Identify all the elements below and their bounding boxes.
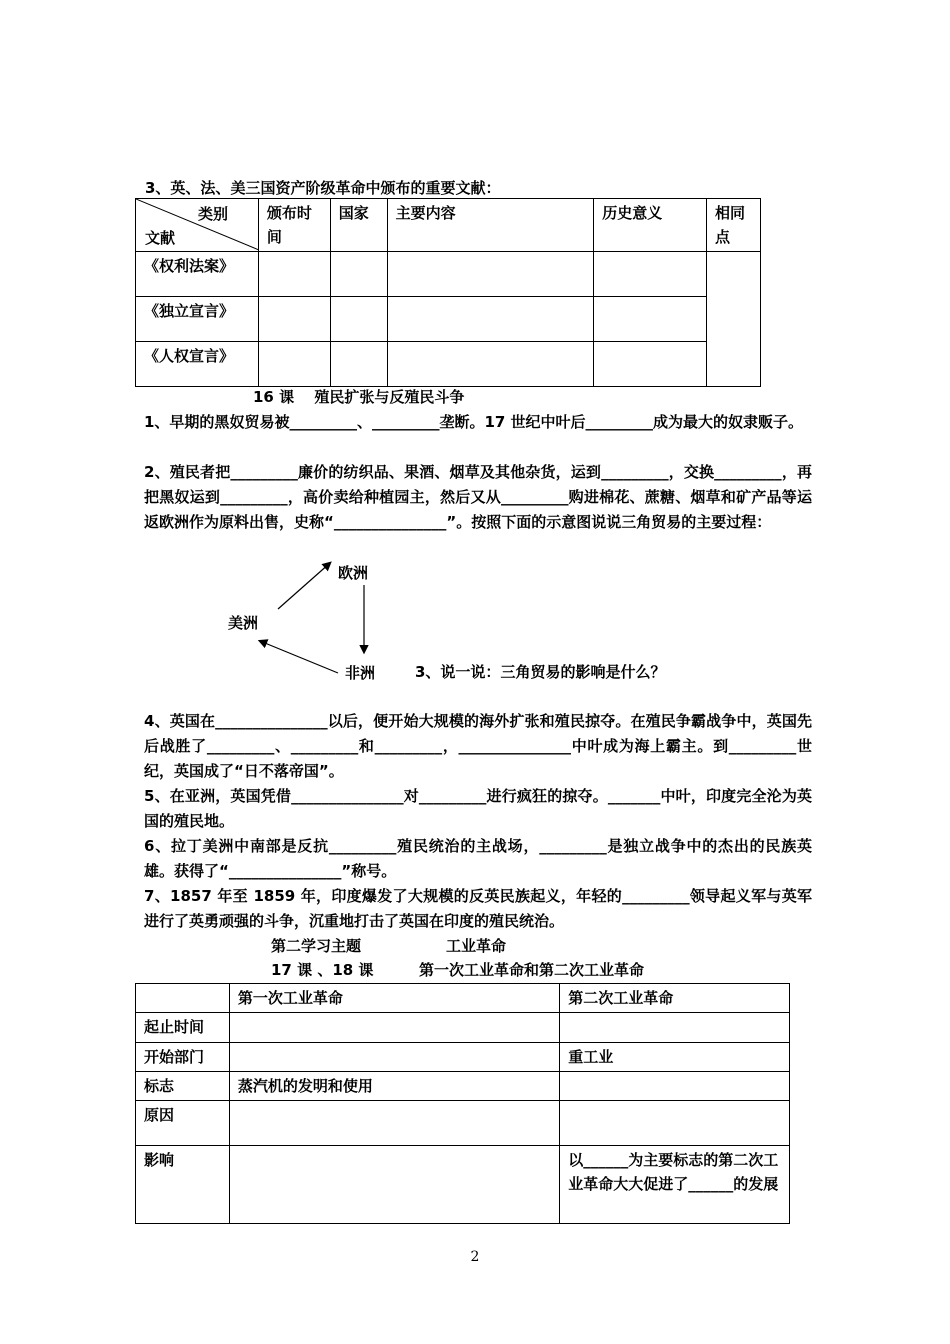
answer-cell[interactable]	[330, 252, 387, 297]
header-first-revolution: 第一次工业革命	[229, 984, 559, 1013]
lesson17-subtitle: 第一次工业革命和第二次工业革命	[419, 961, 645, 979]
documents-table	[135, 198, 761, 387]
header-content: 主要内容	[387, 199, 594, 252]
answer-cell: 以______为主要标志的第二次工业革命大大促进了______的发展	[560, 1146, 790, 1224]
section3-heading: 3、英、法、美三国资产阶级革命中颁布的重要文献：	[145, 179, 501, 197]
node-africa: 非洲	[345, 664, 376, 682]
question-6: 6、拉丁美洲中南部是反抗_________殖民统治的主战场，_________是独立战争中的杰出的民族英雄。获得了“_______________”称号。	[144, 837, 812, 880]
diagonal-header-cell	[136, 199, 259, 252]
arrow-america-to-europe	[278, 563, 330, 609]
header-meaning: 历史意义	[594, 199, 707, 252]
answer-cell: 重工业	[560, 1043, 790, 1072]
row-label: 《独立宣言》	[136, 297, 259, 342]
answer-cell[interactable]	[330, 297, 387, 342]
arrow-africa-to-america	[260, 641, 338, 673]
header-time: 颁布时间	[258, 199, 330, 252]
answer-cell[interactable]	[229, 1146, 559, 1224]
answer-cell[interactable]	[594, 342, 707, 387]
answer-cell[interactable]	[229, 1013, 559, 1043]
answer-cell[interactable]	[258, 252, 330, 297]
question-2: 2、殖民者把_________廉价的纺织品、果酒、烟草及其他杂货，运到_________，交换_________，再把黑奴运到_________，高价卖给种植园主，然后又从_________购进棉花、蔗糖、烟草和矿产品等运返欧洲作为原料出售，史称“_______________”。按照下面的示意图说说三角贸易的主要过程：	[144, 463, 812, 531]
node-europe: 欧洲	[338, 564, 369, 582]
answer-cell[interactable]	[387, 297, 594, 342]
row-label: 开始部门	[136, 1043, 230, 1072]
answer-cell: 蒸汽机的发明和使用	[229, 1072, 559, 1101]
page-number: 2	[470, 1249, 480, 1265]
question-1: 1、早期的黑奴贸易被_________、_________垄断。17 世纪中叶后_________成为最大的奴隶贩子。	[144, 413, 804, 431]
answer-cell[interactable]	[330, 342, 387, 387]
question-4: 4、英国在_______________以后，便开始大规模的海外扩张和殖民掠夺。在殖民争霸战争中，英国先后战胜了_________、_________和_________，_______________中叶成为海上霸主。到_________世纪，英国成了“日不落帝国”。	[144, 712, 812, 780]
row-label: 《人权宣言》	[136, 342, 259, 387]
row-label: 起止时间	[136, 1013, 230, 1043]
question-3: 3、说一说：三角贸易的影响是什么？	[415, 663, 666, 681]
header-second-revolution: 第二次工业革命	[560, 984, 790, 1013]
row-label: 原因	[136, 1101, 230, 1146]
lesson17-title: 17 课 、18 课	[271, 961, 374, 979]
header-common: 相同点	[707, 199, 761, 252]
theme2-title: 第二学习主题	[271, 937, 362, 955]
answer-cell[interactable]	[229, 1101, 559, 1146]
row-label: 《权利法案》	[136, 252, 259, 297]
answer-cell[interactable]	[560, 1101, 790, 1146]
node-america: 美洲	[228, 614, 259, 632]
empty-corner	[136, 984, 230, 1013]
answer-cell[interactable]	[594, 252, 707, 297]
row-label: 标志	[136, 1072, 230, 1101]
answer-cell[interactable]	[594, 297, 707, 342]
answer-cell[interactable]	[560, 1072, 790, 1101]
question-7: 7、1857 年至 1859 年，印度爆发了大规模的反英民族起义，年轻的_________领导起义军与英军进行了英勇顽强的斗争，沉重地打击了英国在印度的殖民统治。	[144, 887, 812, 930]
header-country: 国家	[330, 199, 387, 252]
theme2-subtitle: 工业革命	[446, 937, 507, 955]
header-category: 类别	[198, 205, 229, 223]
answer-cell[interactable]	[258, 342, 330, 387]
lesson16-title: 16 课 殖民扩张与反殖民斗争	[253, 388, 465, 406]
answer-cell[interactable]	[258, 297, 330, 342]
question-5: 5、在亚洲，英国凭借_______________对_________进行疯狂的掠夺。_______中叶，印度完全沦为英国的殖民地。	[144, 787, 812, 830]
answer-cell[interactable]	[229, 1043, 559, 1072]
industrial-revolution-table	[135, 983, 790, 1224]
header-document: 文献	[145, 229, 176, 247]
common-answer-cell[interactable]	[707, 252, 761, 387]
row-label: 影响	[136, 1146, 230, 1224]
answer-cell[interactable]	[387, 252, 594, 297]
answer-cell[interactable]	[560, 1013, 790, 1043]
answer-cell[interactable]	[387, 342, 594, 387]
